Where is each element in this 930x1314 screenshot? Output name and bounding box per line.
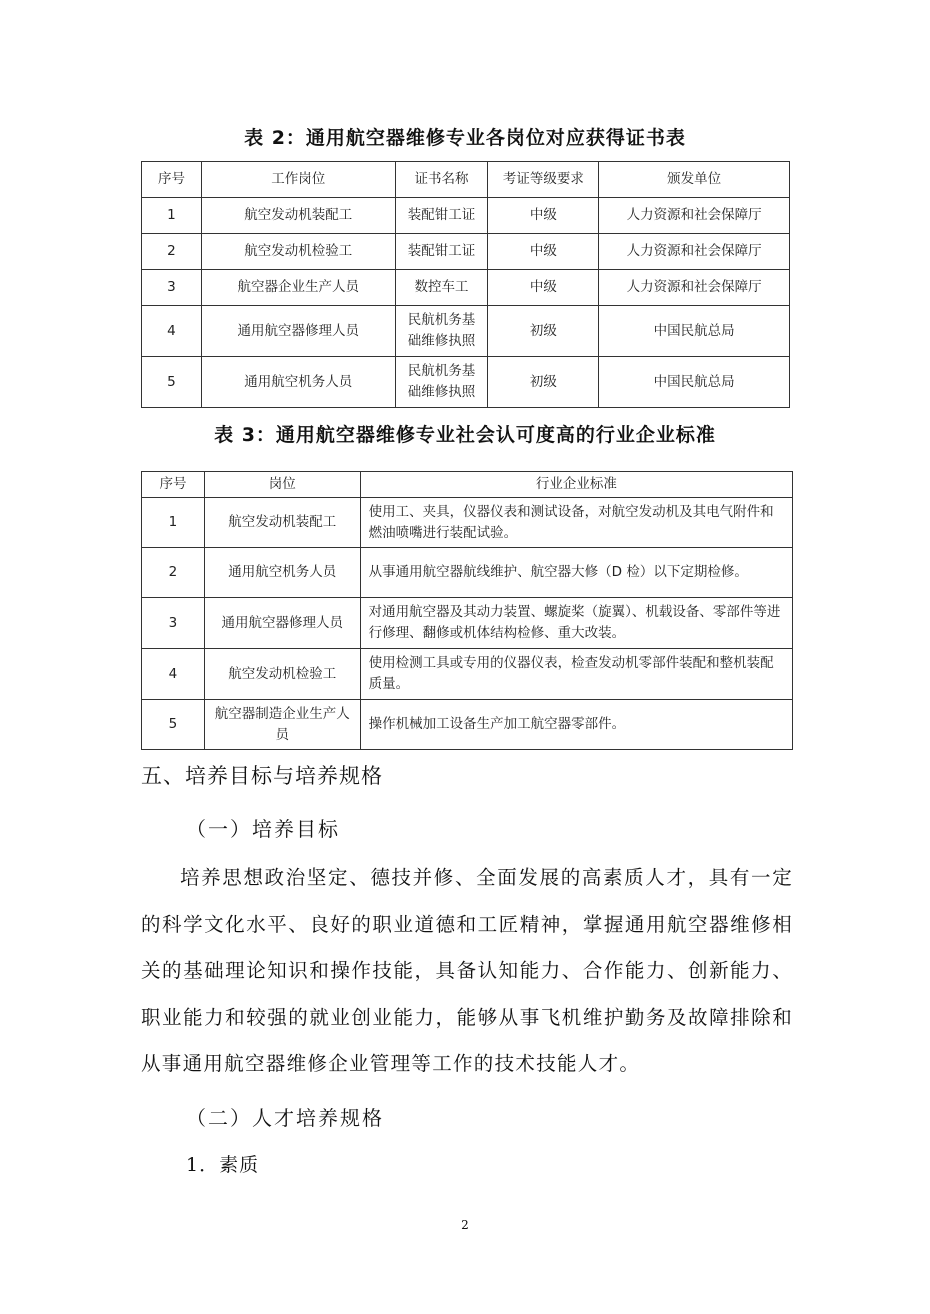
col-header: 岗位 (204, 472, 360, 498)
cell-certificate: 数控车工 (395, 270, 488, 306)
cell-index: 1 (142, 498, 205, 548)
table-row (142, 234, 790, 270)
table-row (142, 548, 793, 598)
table-row (142, 198, 790, 234)
cell-index: 2 (142, 548, 205, 598)
cell-position: 航空发动机装配工 (201, 198, 395, 234)
table-row (142, 498, 793, 548)
col-header: 证书名称 (395, 162, 488, 198)
cell-issuer: 中国民航总局 (599, 306, 790, 357)
cell-issuer: 人力资源和社会保障厅 (599, 270, 790, 306)
cell-issuer: 中国民航总局 (599, 357, 790, 408)
table-row (142, 306, 790, 357)
cell-certificate: 民航机务基础维修执照 (395, 357, 488, 408)
cell-position: 航空发动机检验工 (204, 649, 360, 700)
cell-standard: 使用检测工具或专用的仪器仪表，检查发动机零部件装配和整机装配质量。 (360, 649, 792, 700)
cell-position: 航空器制造企业生产人员 (204, 700, 360, 750)
table-row (142, 357, 790, 408)
cell-index: 5 (142, 357, 202, 408)
col-header: 颁发单位 (599, 162, 790, 198)
table2-caption: 表 2：通用航空器维修专业各岗位对应获得证书表 (244, 127, 686, 149)
table-header-row (142, 472, 793, 498)
list-item-quality: 1．素质 (186, 1154, 260, 1176)
cell-standard: 操作机械加工设备生产加工航空器零部件。 (360, 700, 792, 750)
cell-index: 3 (142, 270, 202, 306)
table3-caption: 表 3：通用航空器维修专业社会认可度高的行业企业标准 (214, 424, 716, 446)
cell-standard: 使用工、夹具，仪器仪表和测试设备，对航空发动机及其电气附件和燃油喷嘴进行装配试验。 (360, 498, 792, 548)
cell-issuer: 人力资源和社会保障厅 (599, 234, 790, 270)
cell-level: 中级 (488, 270, 599, 306)
cell-index: 4 (142, 306, 202, 357)
cell-standard: 从事通用航空器航线维护、航空器大修（D 检）以下定期检修。 (360, 548, 792, 598)
cell-standard: 对通用航空器及其动力装置、螺旋桨（旋翼）、机载设备、零部件等进行修理、翻修或机体结构检修、重大改装。 (360, 598, 792, 649)
col-header: 工作岗位 (201, 162, 395, 198)
cell-position: 通用航空机务人员 (204, 548, 360, 598)
cell-certificate: 民航机务基础维修执照 (395, 306, 488, 357)
col-header: 行业企业标准 (360, 472, 792, 498)
table-row (142, 700, 793, 750)
cell-level: 中级 (488, 198, 599, 234)
table-row (142, 270, 790, 306)
cell-issuer: 人力资源和社会保障厅 (599, 198, 790, 234)
cell-certificate: 装配钳工证 (395, 198, 488, 234)
cell-index: 4 (142, 649, 205, 700)
cell-position: 通用航空机务人员 (201, 357, 395, 408)
cell-index: 2 (142, 234, 202, 270)
cell-index: 5 (142, 700, 205, 750)
cell-level: 初级 (488, 306, 599, 357)
col-header: 序号 (142, 472, 205, 498)
section-heading: 五、培养目标与培养规格 (141, 764, 383, 788)
cell-level: 初级 (488, 357, 599, 408)
page-number: 2 (461, 1218, 469, 1232)
cell-position: 航空器企业生产人员 (201, 270, 395, 306)
cell-certificate: 装配钳工证 (395, 234, 488, 270)
table-header-row (142, 162, 790, 198)
cell-index: 1 (142, 198, 202, 234)
cell-index: 3 (142, 598, 205, 649)
table-row (142, 649, 793, 700)
table-row (142, 598, 793, 649)
col-header: 考证等级要求 (488, 162, 599, 198)
cell-level: 中级 (488, 234, 599, 270)
goal-paragraph: 培养思想政治坚定、德技并修、全面发展的高素质人才，具有一定的科学文化水平、良好的职业道德和工匠精神，掌握通用航空器维修相关的基础理论知识和操作技能，具备认知能力、合作能力、创新能力、职业能力和较强的就业创业能力，能够从事飞机维护勤务及故障排除和从事通用航空器维修企业管理等工作的技术技能人才。 (141, 866, 793, 1075)
cell-position: 通用航空器修理人员 (204, 598, 360, 649)
cell-position: 航空发动机检验工 (201, 234, 395, 270)
col-header: 序号 (142, 162, 202, 198)
industry-standard-table (141, 471, 793, 750)
subsection-heading-goals: （一）培养目标 (186, 817, 340, 841)
cell-position: 航空发动机装配工 (204, 498, 360, 548)
certificate-table (141, 161, 790, 408)
subsection-heading-specs: （二）人才培养规格 (186, 1106, 384, 1130)
cell-position: 通用航空器修理人员 (201, 306, 395, 357)
